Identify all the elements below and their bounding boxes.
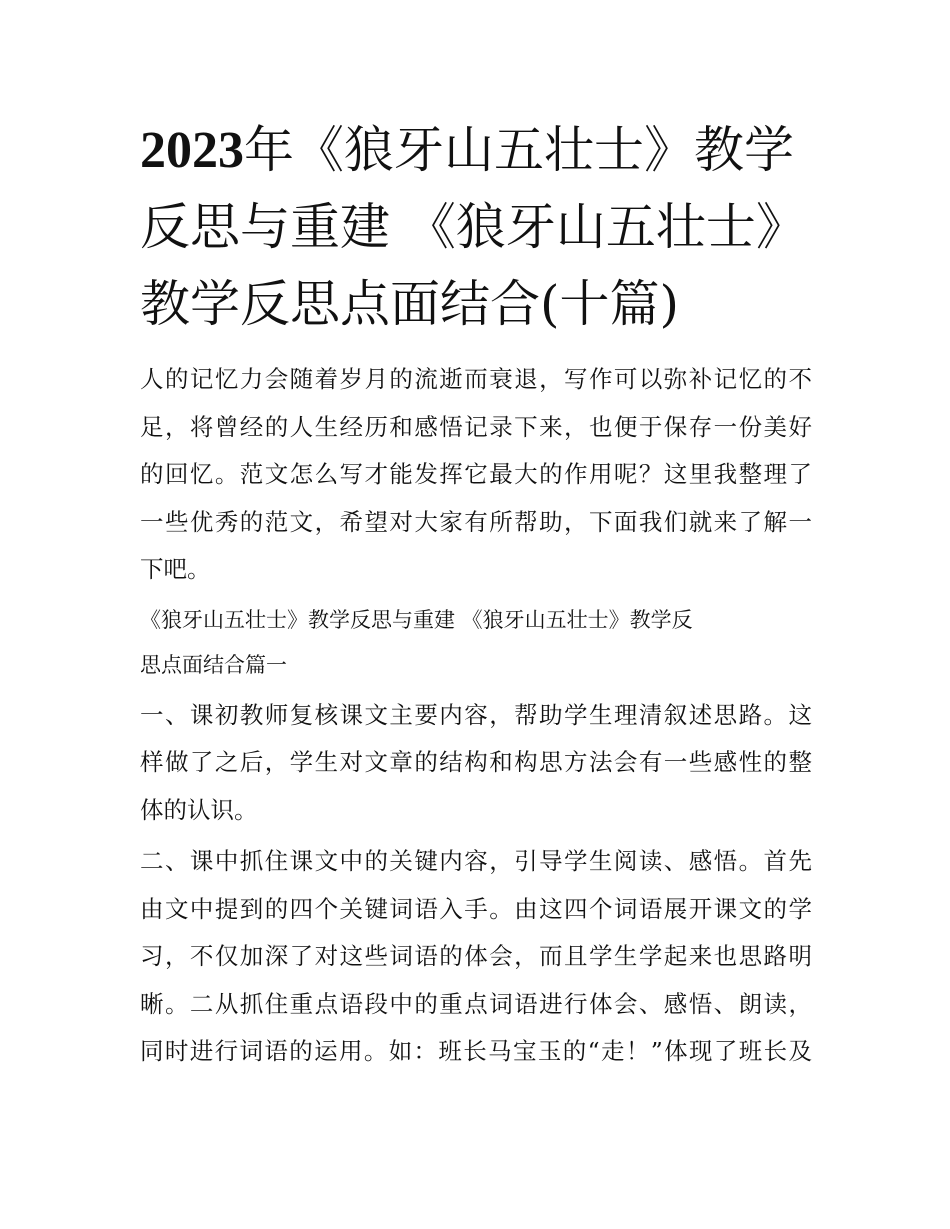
document-body [140, 356, 812, 1080]
title-line-3: 教学反思点面结合(十篇) [140, 275, 680, 333]
intro-line: 一些优秀的范文，希望对大家有所帮助，下面我们就来了解一 [140, 507, 812, 536]
point-two-line: 由文中提到的四个关键词语入手。由这四个词语展开课文的学 [140, 894, 812, 923]
point-one-line: 一、课初教师复核课文主要内容，帮助学生理清叙述思路。这 [140, 700, 812, 729]
point-one-line: 体的认识。 [140, 795, 258, 824]
intro-line: 的回忆。范文怎么写才能发挥它最大的作用呢？这里我整理了 [140, 460, 812, 488]
point-two-line: 同时进行词语的运用。如：班长马宝玉的“走！”体现了班长及 [140, 1037, 812, 1065]
section-heading [140, 598, 812, 688]
intro-line: 人的记忆力会随着岁月的流逝而衰退，写作可以弥补记忆的不 [140, 365, 812, 393]
point-one-line: 样做了之后，学生对文章的结构和构思方法会有一些感性的整 [140, 748, 812, 776]
point-two-line: 二、课中抓住课文中的关键内容，引导学生阅读、感悟。首先 [140, 847, 812, 875]
title-year: 2023 [140, 122, 244, 179]
intro-paragraph [140, 356, 812, 594]
point-two-line: 习，不仅加深了对这些词语的体会，而且学生学起来也思路明 [140, 942, 812, 970]
title-line-1 [140, 112, 820, 189]
point-one-paragraph [140, 692, 812, 835]
intro-line: 下吧。 [140, 555, 211, 583]
intro-line: 足，将曾经的人生经历和感悟记录下来，也便于保存一份美好 [140, 412, 812, 441]
section-heading-line: 思点面结合篇一 [140, 652, 287, 677]
section-heading-line: 《狼牙山五壮士》教学反思与重建 《狼牙山五壮士》教学反 [140, 607, 693, 632]
document-title [140, 112, 820, 343]
title-line-2: 反思与重建 《狼牙山五壮士》 [140, 198, 806, 256]
point-two-paragraph [140, 838, 812, 1076]
point-two-line: 晰。二从抓住重点语段中的重点词语进行体会、感悟、朗读， [140, 989, 812, 1018]
title-line-1-text: 年《狼牙山五壮士》教学 [244, 121, 794, 179]
